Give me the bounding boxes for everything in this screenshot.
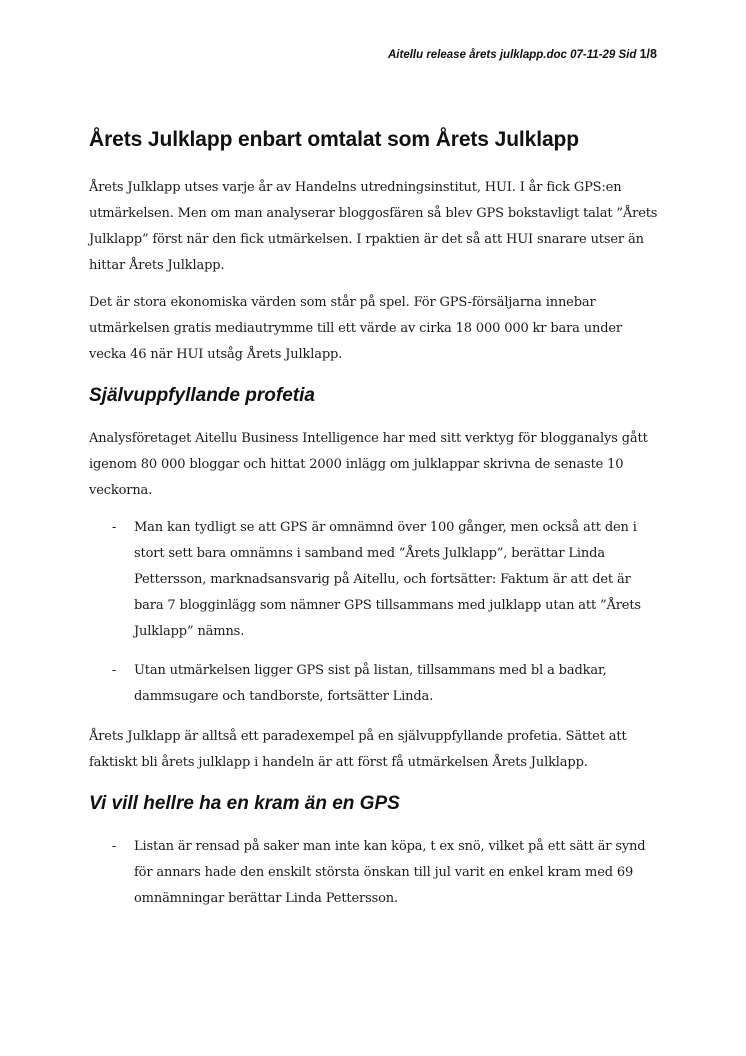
intro-paragraph-1: Årets Julklapp utses varje år av Handelns utredningsinstitut, HUI. I år fick GPS:en utmärkelsen. Men om man analyserar bloggosfären så blev GPS bokstavligt talat ”Årets Julklapp” först när den fick utmärkelsen. I rpaktien är det så att HUI snarare utser än hittar Årets Julklapp. <box>89 180 658 273</box>
document-body <box>89 128 661 926</box>
page-number: 1/8 <box>639 47 657 61</box>
section1-bullet-list <box>89 515 661 710</box>
bullet-dash: - <box>112 839 117 854</box>
bullet-dash: - <box>112 520 117 535</box>
list-item-text: Man kan tydligt se att GPS är omnämnd över 100 gånger, men också att den i stort sett bara omnämns i samband med ”Årets Julklapp”, berättar Linda Pettersson, marknadsansvarig på Aitellu, och fortsätter: Faktum är att det är bara 7 blogginlägg som nämner GPS tillsammans med julklapp utan att ”Årets Julklapp” nämns. <box>134 520 641 639</box>
section1-paragraph: Analysföretaget Aitellu Business Intelligence har med sitt verktyg för blogganalys gått igenom 80 000 bloggar och hittat 2000 inlägg om julklappar skrivna de senaste 10 veckorna. <box>89 431 648 498</box>
list-item <box>89 515 661 645</box>
bullet-dash: - <box>112 663 117 678</box>
section-heading-2: Vi vill hellre ha en kram än en GPS <box>89 793 400 814</box>
list-item-text: Listan är rensad på saker man inte kan köpa, t ex snö, vilket på ett sätt är synd för annars hade den enskilt största önskan till jul varit en enkel kram med 69 omnämningar berättar Linda Pettersson. <box>134 839 646 906</box>
page-header <box>388 47 657 61</box>
list-item <box>89 834 661 912</box>
list-item <box>89 658 661 710</box>
document-title: Årets Julklapp enbart omtalat som Årets Julklapp <box>89 128 580 151</box>
list-item-text: Utan utmärkelsen ligger GPS sist på listan, tillsammans med bl a badkar, dammsugare och tandborste, fortsätter Linda. <box>134 663 607 704</box>
header-text: Aitellu release årets julklapp.doc 07-11-29 Sid <box>387 49 640 61</box>
section2-bullet-list <box>89 834 661 912</box>
section1-closing-paragraph: Årets Julklapp är alltså ett paradexempel på en självuppfyllande profetia. Sättet att faktiskt bli årets julklapp i handeln är att först få utmärkelsen Årets Julklapp. <box>89 729 627 770</box>
intro-paragraph-2: Det är stora ekonomiska värden som står på spel. För GPS-försäljarna innebar utmärkelsen gratis mediautrymme till ett värde av cirka 18 000 000 kr bara under vecka 46 när HUI utsåg Årets Julklapp. <box>89 295 622 362</box>
section-heading-1: Självuppfyllande profetia <box>89 385 315 406</box>
